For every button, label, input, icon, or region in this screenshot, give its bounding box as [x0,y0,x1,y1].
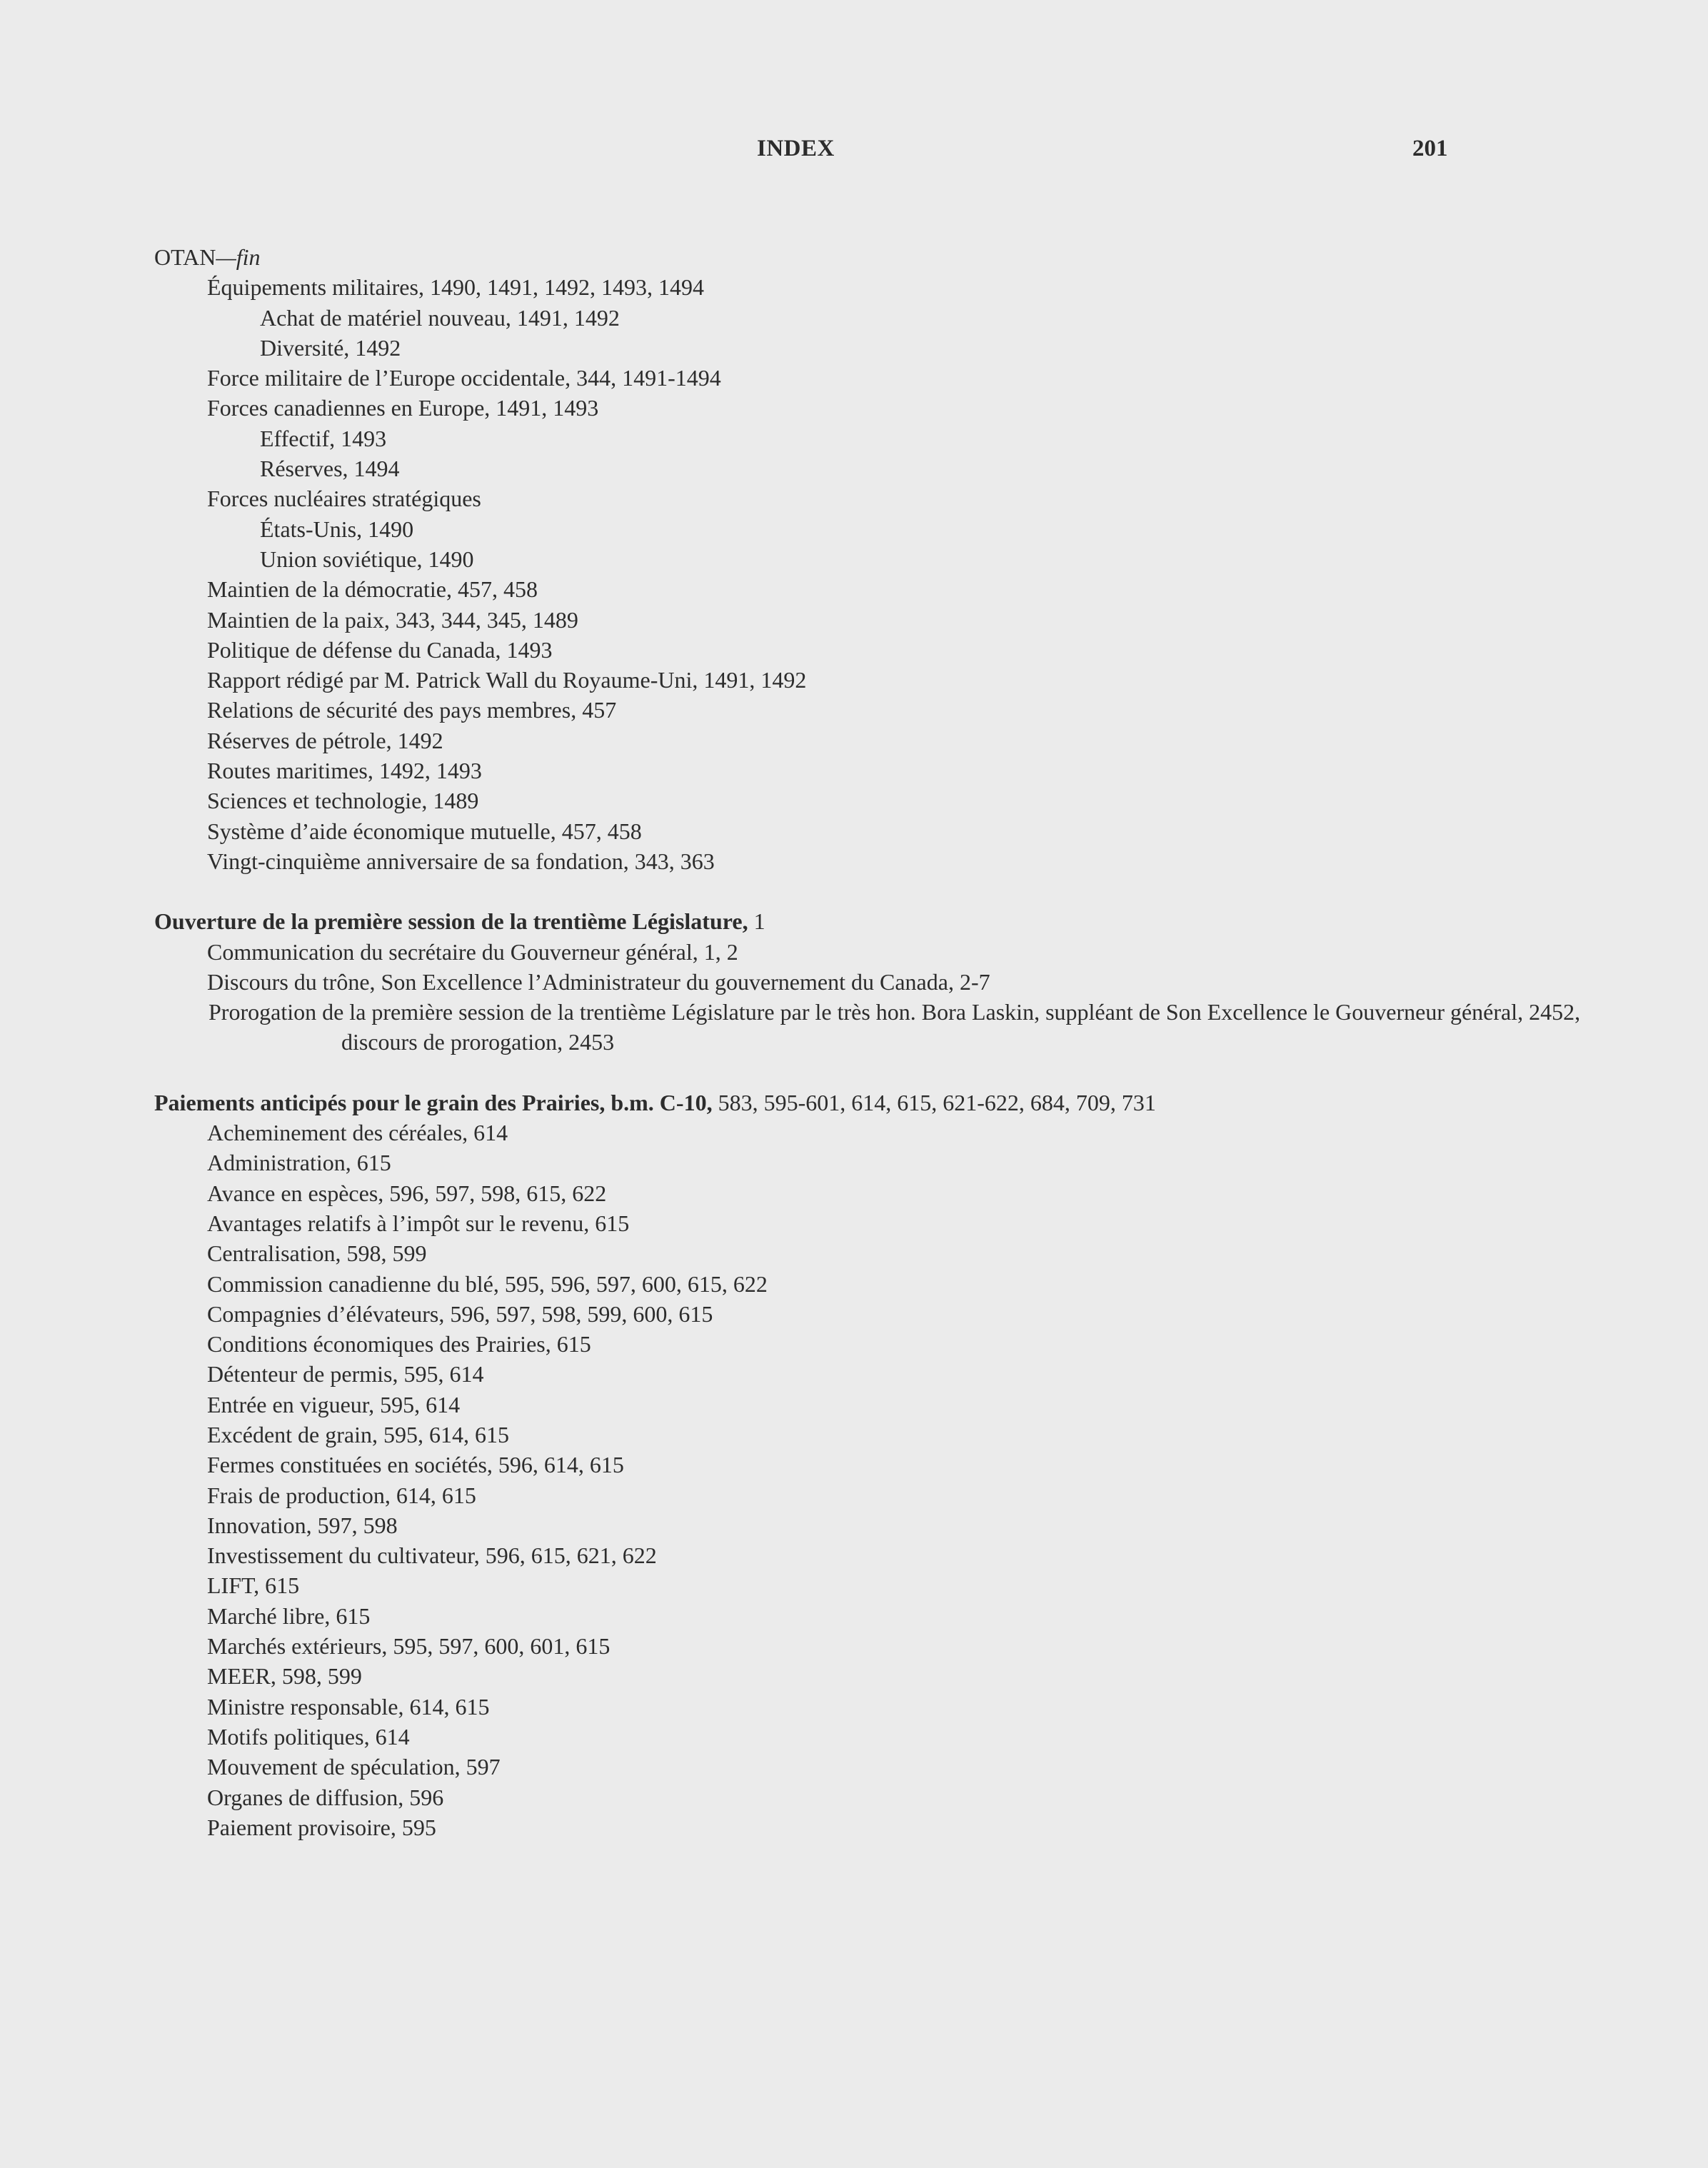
subentry: Investissement du cultivateur, 596, 615, 621, 622 [207,1542,657,1569]
subentry: Avantages relatifs à l’impôt sur le revenu, 615 [207,1210,630,1236]
subentry: Discours du trône, Son Excellence l’Administrateur du gouvernement du Canada, 2-7 [207,968,990,995]
heading-pages: 583, 595-601, 614, 615, 621-622, 684, 709, 731 [712,1089,1156,1115]
subentry: Relations de sécurité des pays membres, 457 [207,697,617,723]
subentry: Administration, 615 [207,1150,391,1176]
running-head [0,136,1708,167]
sub-subentry: Réserves, 1494 [260,456,400,482]
subentry: Réserves de pétrole, 1492 [207,727,443,753]
subentry: Motifs politiques, 614 [207,1723,410,1750]
subentry: Commission canadienne du blé, 595, 596, 597, 600, 615, 622 [207,1270,768,1297]
heading-continuation: —fin [216,244,261,270]
subentry: Excédent de grain, 595, 614, 615 [207,1421,509,1447]
index-entry-ouverture [154,906,1581,1057]
heading-term: Paiements anticipés pour le grain des Prairies, b.m. C-10, [154,1089,713,1115]
subentry: Avance en espèces, 596, 597, 598, 615, 622 [207,1180,607,1206]
sub-subentry: Achat de matériel nouveau, 1491, 1492 [260,304,620,331]
subentry: Rapport rédigé par M. Patrick Wall du Royaume-Uni, 1491, 1492 [207,667,807,693]
subentry: Équipements militaires, 1490, 1491, 1492, 1493, 1494 [207,274,704,301]
subentry: Routes maritimes, 1492, 1493 [207,758,482,784]
subentry: Compagnies d’élévateurs, 596, 597, 598, 599, 600, 615 [207,1300,713,1327]
heading-pages: 1 [748,908,765,935]
subentry: Mouvement de spéculation, 597 [207,1754,501,1780]
subentry: Centralisation, 598, 599 [207,1240,427,1267]
subentry: Vingt-cinquième anniversaire de sa fondation, 343, 363 [207,848,715,874]
subentry: Frais de production, 614, 615 [207,1482,476,1508]
subentry: Ministre responsable, 614, 615 [207,1693,490,1720]
entry-heading [154,1088,1511,1118]
subentry: Force militaire de l’Europe occidentale, 344, 1491-1494 [207,365,721,391]
subentry: Entrée en vigueur, 595, 614 [207,1391,461,1417]
sub-subentry: Union soviétique, 1490 [260,546,474,572]
subentry: Marchés extérieurs, 595, 597, 600, 601, 615 [207,1633,611,1660]
subentry: LIFT, 615 [207,1572,300,1599]
subentry: Maintien de la paix, 343, 344, 345, 1489 [207,606,578,633]
subentry: MEER, 598, 599 [207,1663,362,1690]
subentry: Détenteur de permis, 595, 614 [207,1361,484,1387]
subentry: Forces nucléaires stratégiques [207,486,481,512]
subentry: Organes de diffusion, 596 [207,1784,444,1810]
index-entry-paiements [154,1088,1511,1842]
running-title: INDEX [757,136,835,161]
subentry: Politique de défense du Canada, 1493 [207,636,553,663]
index-entry-otan [154,242,1511,876]
subentry: Acheminement des céréales, 614 [207,1120,508,1146]
page-number: 201 [1412,136,1448,161]
subentry: Innovation, 597, 598 [207,1512,398,1538]
index-body [154,242,1581,1842]
subentry: Sciences et technologie, 1489 [207,788,479,814]
subentry: Prorogation de la première session de la trentième Législature par le très hon. Bora Laskin, suppléant de Son Excellence le Gouverneur général, 2452, discours de prorogation, 2453 [209,999,1581,1055]
subentry: Système d’aide économique mutuelle, 457, 458 [207,818,642,844]
sub-subentry: Diversité, 1492 [260,334,401,361]
subentry: Paiement provisoire, 595 [207,1814,436,1840]
subentry: Conditions économiques des Prairies, 615 [207,1331,591,1357]
heading-term: OTAN [154,244,216,270]
sub-subentry: Effectif, 1493 [260,425,387,451]
entry-heading [154,242,1511,272]
entry-heading [154,906,1511,936]
sub-subentry: États-Unis, 1490 [260,516,414,542]
subentry: Marché libre, 615 [207,1602,371,1629]
heading-term: Ouverture de la première session de la trentième Législature, [154,908,748,935]
subentry: Communication du secrétaire du Gouverneur général, 1, 2 [207,938,738,965]
subentry: Fermes constituées en sociétés, 596, 614, 615 [207,1452,624,1478]
subentry: Forces canadiennes en Europe, 1491, 1493 [207,395,599,421]
subentry: Maintien de la démocratie, 457, 458 [207,576,538,603]
